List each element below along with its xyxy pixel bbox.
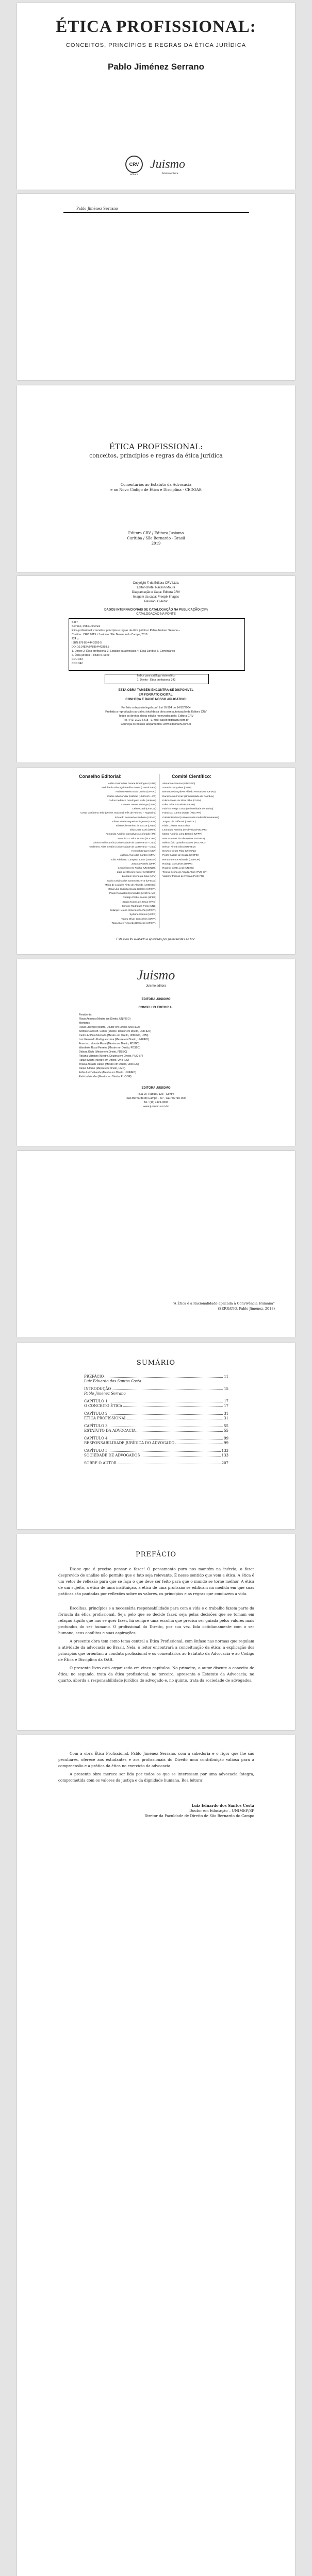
- council-member: Aldira Guimarães Duarte Domínguez (UNB): [108, 783, 156, 785]
- catalog-subtitle: CATALOGAÇÃO NA FONTE: [136, 613, 176, 616]
- juismo-logo: Juismo: [150, 158, 185, 171]
- council-member: Carlos Federico Domínguez Avila (Unieuro): [108, 799, 156, 802]
- council-member: Rodrigo Pratte-Santos (UFES): [123, 896, 156, 900]
- council-member: Maria Cristina dos Santos Bezerra (UFSCar): [107, 879, 156, 883]
- preface-paragraph: Escolhas, princípios e a necessária responsabilidade para com a vida e o trabalho fazem parte da fórmula da ética profissional. Seja pelo que se decide fazer, seja pelas decisões que se tomam em relação àquilo que não se quer fazer, há sempre uma escolha que precisa ser guiada pelos valores mais profundos do ser humano. O profissional do Direito, por sua vez, lida cotidianamente com o ser humano, seus conflitos e suas aspirações.: [58, 1606, 254, 1635]
- dedication-line-2: e ao Novo Código de Ética e Disciplina - CEDOAB: [110, 488, 202, 492]
- catalog-line: ISBN 978-85-444-3393-5: [72, 641, 102, 645]
- catalog-line: DOI 10.24824/978854443393.5: [72, 646, 109, 649]
- toc-title: SUMÁRIO: [136, 1359, 176, 1367]
- council-member: Elione Maria Nogueira Diogenes (UFAL): [112, 820, 156, 823]
- catalog-line: CDD 342: [72, 662, 83, 665]
- toc-entry[interactable]: [84, 1441, 228, 1445]
- council-member: Fernando Antônio Gonçalves Alcoforado (IPB): [105, 833, 156, 836]
- council-member: Andréia da Silva Quintanilha Sousa (UNIR/UFRN): [101, 787, 156, 790]
- publisher-line-2: Curitiba / São Bernardo - Brasil: [127, 536, 185, 540]
- preface-page: [17, 1534, 295, 1730]
- cover-author: Pablo Jiménez Serrano: [107, 62, 205, 72]
- council-member: Leonel Severo Rocha (UNISINOS): [118, 867, 156, 870]
- toc-entry[interactable]: [84, 1404, 228, 1408]
- council-member: Gloria Fariñas León (Universidade de La Havana – Cuba): [93, 841, 156, 844]
- toc-entry-page: 99: [224, 1436, 228, 1440]
- toc-leader: [141, 1453, 220, 1456]
- cover-subtitle: CONCEITOS, PRINCÍPIOS E REGRAS DA ÉTICA JURÍDICA: [65, 42, 247, 48]
- council-member: Celso Conti (UFSCar): [132, 808, 156, 811]
- toc-entry[interactable]: [84, 1412, 228, 1416]
- council-member: Marco Antônio Lima Berberi (UFPR): [162, 833, 202, 836]
- council-member: Bernardo Gonçalves Alfredo Fernandes (UFMG): [162, 791, 216, 794]
- toc-entry[interactable]: [84, 1453, 228, 1458]
- toc-entry[interactable]: [84, 1387, 228, 1391]
- catalog-line: S487: [72, 621, 78, 624]
- council-left-title: Conselho Editorial:: [79, 774, 122, 779]
- council-member: Lourdes Helena da Silva (UFV): [122, 875, 156, 878]
- cover-title: ÉTICA PROFISSIONAL:: [56, 18, 256, 36]
- toc-entry[interactable]: [84, 1416, 228, 1420]
- council-member: Leonardo Ferreira de Oliveira (PUC-PR): [162, 829, 207, 832]
- toc-page: [17, 1343, 295, 1529]
- council-footer: Este livro foi avaliado e aprovado por pareceristas ad hoc.: [116, 938, 196, 941]
- legal-line: Conheça os nossos lançamentos: www.editoracrv.com.br: [121, 723, 191, 726]
- jusiomo-council-line: Wanderlei Rossi Ferreira (Mestre em Direito, FDSBC): [79, 1046, 141, 1049]
- toc-entry-page: 133: [221, 1453, 228, 1458]
- toc-leader: [109, 1399, 223, 1402]
- toc-entry[interactable]: [84, 1399, 228, 1403]
- toc-leader: [109, 1436, 223, 1439]
- toc-entry-page: 15: [224, 1387, 228, 1391]
- signature-name: Luiz Eduardo dos Santos Costa: [191, 1803, 254, 1808]
- jusiomo-council-line: Daniel Adorno (Mestre em Direito, UMC): [79, 1067, 125, 1070]
- toc-entry[interactable]: [84, 1379, 228, 1383]
- council-member: Antonio Gonçalves (UNIP): [162, 787, 192, 790]
- jusiomo-council-line: Membros:: [79, 1022, 91, 1025]
- toc-entry-page: 17: [224, 1399, 228, 1403]
- catalog-line: 1. Direito 2. Ética profissional 3. Estatuto da advocacia 4. Ética Jurídica 5. Comentários: [72, 650, 175, 653]
- index-line: 1. Direito - Ética profissional 342: [137, 679, 176, 682]
- toc-entry[interactable]: [84, 1429, 228, 1433]
- toc-entry-page: 17: [224, 1404, 228, 1408]
- toc-entry[interactable]: [84, 1424, 228, 1428]
- signature-block: [120, 1803, 254, 1819]
- jusiomo-address-line: Tel.: (11) 4121-0000: [143, 1101, 169, 1104]
- council-member: Alexandre Sanson (UNIFIEO): [162, 783, 195, 785]
- council-member: Tania Suely Azevedo Brasileiro (UFOPA): [111, 922, 156, 925]
- catalog-line: CDU 343: [72, 658, 83, 661]
- jusiomo-council-line: Flávio Lorenço (Mestre, Doutor em Direito, UNIFIEO): [79, 1026, 140, 1029]
- council-member: Jailson Alves dos Santos (UFRJ): [120, 854, 156, 857]
- toc-entry-label: RESPONSABILIDADE JURÍDICA DO ADVOGADO: [84, 1441, 175, 1445]
- toc-leader: [109, 1424, 223, 1427]
- toc-entry[interactable]: [84, 1436, 228, 1440]
- header-rule: [63, 212, 249, 213]
- preface-paragraph: O presente livro está organizado em cinco capítulos. No primeiro, o autor discute o conceito de ética; no segundo, trata da ética profissional; no terceiro, apresenta o Estatuto da Advocacia; no quarto, aborda a responsabilidade jurídica do advogado e, no quinto, trata da sociedade de advogados.: [58, 1666, 254, 1683]
- council-member: Rodrigo Gonçalves (UFPR): [162, 862, 193, 866]
- council-member: Mário Lúcio Quintão Soares (PUC-MG): [162, 841, 206, 844]
- council-member: Josania Portela (UFPI): [131, 862, 156, 866]
- legal-line: Proibida a reprodução parcial ou total desta obra sem autorização da Editora CRV: [105, 710, 207, 714]
- signature-affiliation: Diretor da Faculdade de Direito de São Bernardo do Campo: [144, 1814, 254, 1818]
- preface-continued-page: [17, 1735, 295, 2576]
- toc-leader: [109, 1449, 221, 1452]
- preface-paragraph: Diz-se que é preciso pensar e fazer! O pensamento puro nos mantém na inércia; o fazer desprovido de análise não permite que o fato seja relevante. É nesse sentido que vem a ética. A ética é um vetor de reflexão para que se faça o que deve ser feito para que o mundo se torne melhor. A ética de um sujeito, a ética de uma instituição, a ética de uma profissão se edificam na medida em que suas práticas são pautadas por reflexões sobre os valores, os princípios e as regras que conduzem a vida.: [58, 1567, 254, 1596]
- preface-paragraph: Com a obra Ética Profissional, Pablo Jiménez Serrano, com a sabedoria e o rigor que lhe são peculiares, oferece aos estudantes e aos profissionais do Direito uma contribuição valiosa para a compreensão e a prática da ética no exercício da advocacia.: [58, 1751, 254, 1768]
- toc-entry[interactable]: [84, 1375, 228, 1379]
- jusiomo-council-line: Flávio Antunes (Mestre em Direito, UNIFIEO): [79, 1018, 131, 1021]
- jusiomo-address-line: São Bernardo do Campo - SP - CEP 09710-000: [126, 1097, 186, 1100]
- council-member: Pedro Bastos de Souza (UNIFEI): [162, 854, 199, 857]
- crv-logo: CRV: [125, 156, 143, 173]
- toc-entry-label: INTRODUÇÃO: [84, 1387, 111, 1391]
- toc-entry-label: PREFÁCIO: [84, 1375, 104, 1379]
- preface-paragraph: A presente obra merece ser lida por todos os que se interessam por uma advocacia íntegra, comprometida com os valores da justiça e da dignidade humana. Boa leitura!: [58, 1772, 254, 1783]
- jusiomo-council-line: Francisco Vicente Rossi (Mestre em Direito, FDSBC): [79, 1042, 140, 1045]
- council-member: Rogério Gesta Leal (UNISC): [162, 867, 194, 870]
- council-member: Maria de Lourdes Pinto de Almeida (UNOESC): [105, 884, 156, 887]
- jusiomo-section-1: EDITORA JUSIOMO: [141, 998, 171, 1001]
- council-member: Vladimir Passos de Freitas (PUC-PR): [162, 875, 204, 878]
- catalog-line: 6. Ética jurídica I. Título II. Série: [72, 654, 110, 657]
- toc-leader: [123, 1404, 223, 1407]
- toc-entry-label: SOBRE O AUTOR: [84, 1461, 117, 1465]
- jusiomo-council-line: Débora Giolo (Mestre em Direito, FDSBC): [79, 1050, 127, 1054]
- toc-entry[interactable]: [84, 1449, 228, 1453]
- toc-entry-page: 207: [221, 1461, 228, 1465]
- council-member: Fabrício Veiga Costa (Universidade de Itaúna): [162, 808, 214, 811]
- council-member: Guillermo Arias Beatón (Universidade de La Havana – Cuba): [89, 846, 156, 849]
- toc-entry-page: 31: [224, 1412, 228, 1416]
- catalog-line: Ética profissional: conceitos, princípios e regras da ética jurídica / Pablo Jiménez Serrano –: [72, 629, 180, 632]
- jusiomo-council-line: Rosana Marques (Mestre, Doutora em Direito, PUC-SP): [79, 1055, 143, 1058]
- copyright-line: Revisão: O Autor: [144, 600, 168, 603]
- legal-line: Todos os direitos desta edição reservados pela: Editora CRV: [118, 715, 194, 718]
- council-member: João Adalberto Campato Junior (UNESP): [110, 858, 156, 861]
- crv-logo-caption: editora: [130, 173, 138, 176]
- toc-entry-page: 11: [224, 1375, 228, 1379]
- half-title-author: Pablo Jiménez Serrano: [76, 207, 118, 211]
- council-member: Daniel Amin Ferraz (Universidade de Coimbra): [162, 795, 214, 798]
- toc-entry-page: 99: [224, 1441, 228, 1445]
- jusiomo-council-line: Luiz Fernando Rodrigues Lima (Mestre em Direito, UNIFIEO): [79, 1038, 149, 1041]
- digital-line: CONHEÇA E BAIXE NOSSO APLICATIVO!: [125, 698, 187, 701]
- digital-line: EM FORMATO DIGITAL.: [138, 693, 174, 697]
- copyright-block: [17, 581, 295, 604]
- council-member: Marcos Alves da Silva (UNICURITIBA): [162, 837, 205, 840]
- copyright-page: [17, 576, 295, 762]
- toc-leader: [118, 1461, 221, 1464]
- council-member: Sydione Santos (UEPG): [129, 913, 156, 917]
- council-member: Elizeu Clementino de Souza (UNEB): [116, 825, 156, 828]
- publication-year: 2019: [151, 541, 161, 546]
- copyright-line: Copyright © da Editora CRV Ltda.: [133, 582, 179, 585]
- council-member: Lídia de Oliveira Xavier (UNIEURO): [117, 871, 156, 874]
- preface-paragraph: A presente obra tem como tema central a Ética Profissional, com ênfase nas normas que regulam a atividade da advocacia no Brasil. Nela, o leitor encontrará a conceituação da ética, a explicação dos princípios que orientam a conduta profissional e os comentários ao Estatuto da Advocacia e ao Código de Ética e Disciplina da OAB.: [58, 1639, 254, 1662]
- title-line-2: conceitos, princípios e regras da ética jurídica: [89, 452, 223, 459]
- epigraph-quote: “A Ética é a Racionalidade aplicada à Convivência Humana”: [172, 1301, 275, 1306]
- digital-line: ESTA OBRA TAMBÉM ENCONTRA-SE DISPONÍVEL: [118, 689, 194, 692]
- toc-entry-label: ESTATUTO DA ADVOCACIA: [84, 1429, 136, 1433]
- toc-entry-label: SOCIEDADE DE ADVOGADOS: [84, 1453, 140, 1458]
- index-line: Índice para catálogo sistemático: [137, 674, 176, 677]
- jusiomo-council-line: Patrícia Mendes (Mestre em Direito, PUC-SP): [79, 1075, 132, 1078]
- toc-entry-label: CAPÍTULO 2: [84, 1412, 108, 1416]
- toc-entry-label: CAPÍTULO 4: [84, 1436, 108, 1440]
- council-member: Paulo Romualdo Hernandes (UNIFAL-MG): [109, 892, 156, 895]
- jusiomo-logo: Juismo: [137, 968, 175, 982]
- council-member: Gabriel Rached (Universidade Federal Fluminense): [162, 816, 219, 819]
- toc-entry-label: O CONCEITO ÉTICA: [84, 1404, 123, 1408]
- council-member: Francisco Carlos Duarte (PUC-PR): [162, 812, 201, 815]
- toc-entry-label: CAPÍTULO 1: [84, 1399, 108, 1403]
- jusiomo-council-line: Antônio Carlos B. Carlos (Mestre, Doutor em Direito, UNIFIEO): [79, 1030, 151, 1033]
- jusiomo-page: [17, 959, 295, 1146]
- jusiomo-address: [17, 1092, 295, 1109]
- council-member: Teresa Celina de Arruda Alvim (PUC-SP): [162, 871, 207, 874]
- legal-line: Tel.: (41) 3039-6418 - E-mail: sac@editoracrv.com.br: [123, 719, 189, 722]
- copyright-line: Imagem da capa: Freepik Images: [133, 596, 179, 599]
- toc-entry-page: 133: [221, 1449, 228, 1453]
- title-line-1: ÉTICA PROFISSIONAL:: [109, 442, 203, 451]
- council-member: Edson Vieira da Silva Filho (FDSM): [162, 799, 202, 802]
- signature-title: Doutor em Educação – UNIMEP/SP: [189, 1809, 254, 1813]
- jusiomo-logo-caption: Juismo.editora: [145, 985, 167, 988]
- council-member: Antônio Pereira Gaio Júnior (UFRRJ): [115, 791, 156, 794]
- jusiomo-council-line: Fábio Luiz Valverde (Mestre em Direito, UNIFIEO): [79, 1071, 137, 1074]
- council-member: Élsio José Corá (UFFS): [130, 829, 156, 832]
- jusiomo-section-3: EDITORA JUSIOMO: [141, 1087, 171, 1090]
- council-member: Cesar Gerónimo Tello (Univer. Nacional Três de Febrero – Argentina): [80, 812, 156, 815]
- toc-entry-label: CAPÍTULO 3: [84, 1424, 108, 1428]
- toc-entry[interactable]: [84, 1461, 228, 1465]
- toc-leader: [105, 1375, 223, 1378]
- catalog-title: DADOS INTERNACIONAIS DE CATALOGAÇÃO NA PUBLICAÇÃO (CIP): [104, 608, 208, 612]
- index-text: [105, 674, 208, 682]
- toc-entry[interactable]: [84, 1392, 228, 1396]
- toc-leader: [127, 1416, 223, 1419]
- toc-entry-label: ÉTICA PROFISSIONAL: [84, 1416, 127, 1420]
- council-member: Sérgio Nunes de Jesus (IFRO): [122, 901, 156, 904]
- council-member: Erika Juliana Dmitruk (UFPR): [162, 804, 195, 807]
- council-member: Kátia Cristina Staut Silva: [162, 825, 190, 828]
- council-member: Simone Rodrigues Pinto (UNB): [122, 905, 156, 908]
- council-member: Jorge Luiz Zaffaroni (UNISUL): [162, 820, 196, 823]
- toc-leader: [175, 1441, 223, 1444]
- half-title-page: [17, 194, 295, 380]
- copyright-line: Diagramação e Capa: Editora CRV: [132, 591, 180, 594]
- legal-notice: [17, 706, 295, 726]
- jusiomo-council-list: [79, 1013, 234, 1079]
- legal-line: Foi feito o depósito legal conf. Lei 10.994 de 14/12/2004: [121, 706, 191, 709]
- jusiomo-council-line: Thaísa Zoraide Daniel (Mestre em Direito, UNIFIEO): [79, 1063, 139, 1066]
- publisher-line-1: Editora CRV / Editora Jusiomo: [128, 531, 184, 535]
- jusiomo-council-line: Presidente:: [79, 1013, 92, 1016]
- jusiomo-address-line: www.jusiomo.com.br: [143, 1105, 169, 1108]
- council-member: Solange Helena Ximenes-Rocha (UFOPA): [109, 909, 156, 912]
- title-page: [17, 385, 295, 572]
- toc-leader: [109, 1412, 223, 1415]
- council-member: Helmuth Krüger (UCP): [131, 850, 156, 853]
- jusiomo-council-line: Rafael Souza (Mestre em Direito, UNIFIEO): [79, 1059, 129, 1062]
- preface-title: PREFÁCIO: [135, 1551, 177, 1558]
- council-right-list: [162, 782, 260, 879]
- council-member: Francisco Carlos Duarte (PUC-PR): [118, 837, 156, 840]
- digital-notice: [17, 688, 295, 702]
- catalog-line: 224 p.: [72, 637, 79, 640]
- jusiomo-section-2: CONSELHO EDITORIAL: [138, 1006, 174, 1009]
- toc-entry-page: 31: [224, 1416, 228, 1420]
- council-member: Carlos Alberto Vilar Estêvão (UMINHO – PT): [107, 795, 156, 798]
- toc-entry-page: 55: [224, 1424, 228, 1428]
- council-member: Tadeu Oliver Gonçalves (UFPA): [121, 918, 156, 921]
- toc-entry-label: CAPÍTULO 5: [84, 1449, 108, 1453]
- council-left-list: [58, 782, 156, 926]
- epigraph-page: [17, 1151, 295, 1337]
- toc-leader: [137, 1429, 223, 1432]
- council-page: [17, 768, 295, 954]
- catalog-card-text: [72, 620, 242, 666]
- toc-entry-label: Luiz Eduardo dos Santos Costa: [84, 1379, 141, 1383]
- catalog-line: Serrano, Pablo Jiménez: [72, 625, 101, 628]
- council-member: Maria Lília Imbiriba Sousa Colares (UFOPA): [107, 888, 156, 891]
- council-right-title: Comitê Científico:: [172, 774, 212, 779]
- council-member: Eduardo Fernandes Barbosa (UFMG): [114, 816, 156, 819]
- epigraph-source: (SERRANO, Pablo Jiménez, 2018): [218, 1307, 275, 1311]
- catalog-line: Curitiba : CRV, 2019. / Jusiomo: São Bernardo do Campo, 2019.: [72, 633, 149, 636]
- dedication-line-1: Comentários ao Estatuto da Advocacia: [120, 483, 192, 487]
- council-member: Nelson Finotti Silva (UNIVEM): [162, 846, 196, 849]
- toc-entry-label: Pablo Jiménez Serrano: [84, 1392, 126, 1396]
- toc-entry-page: 55: [224, 1429, 228, 1433]
- council-member: Carmen Tereza Velanga (UNIR): [121, 804, 156, 807]
- jusiomo-council-line: Carlos Antônio Mercado (Mestre em Direito, UNIFIEO, UPM): [79, 1034, 149, 1037]
- cover-page: [17, 3, 295, 190]
- copyright-line: Editor-chefe: Railson Moura: [137, 586, 175, 589]
- juismo-logo-caption: Juismo.editora: [161, 172, 178, 175]
- council-member: Renato Lemos Miranda (UNIFOR): [162, 858, 200, 861]
- council-member: Newton César Pilau (UNIVALI): [162, 850, 196, 853]
- toc-leader: [112, 1387, 223, 1390]
- jusiomo-address-line: Rua Dr. Fláquer, 123 - Centro: [138, 1093, 174, 1096]
